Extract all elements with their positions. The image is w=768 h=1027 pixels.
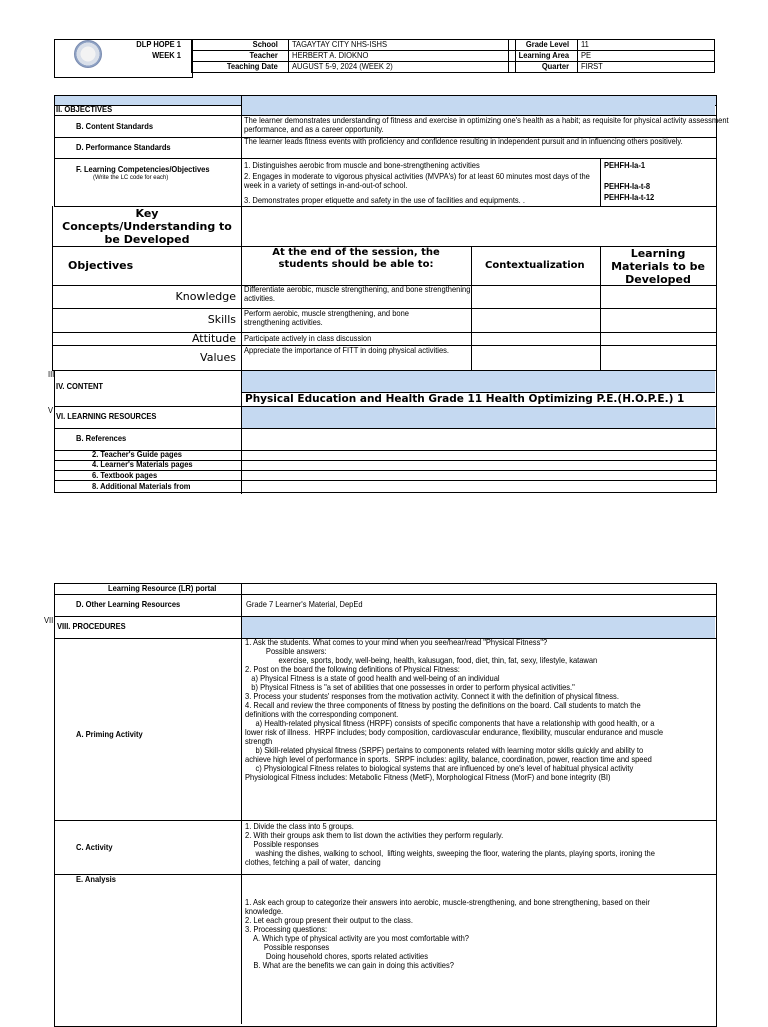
text-line: lower risk of illness. HRPF includes; body composition, cardiovascular endurance, flexibility, muscular endurance and muscle xyxy=(245,728,664,737)
text-line: 3. Processing questions: xyxy=(245,925,328,934)
text-line: knowledge. xyxy=(245,907,284,916)
ref-item: 4. Learner's Materials pages xyxy=(92,460,193,469)
learning-area-value: PE xyxy=(581,51,592,60)
procedures-label: VIII. PROCEDURES xyxy=(57,622,126,631)
knowledge-label: Knowledge xyxy=(175,290,236,303)
lc-item: 1. Distinguishes aerobic from muscle and bone-strengthening activities xyxy=(244,161,480,170)
text-line: B. What are the benefits we can gain in doing this activities? xyxy=(245,961,454,970)
text-line: clothes, fetching a pail of water, dancing xyxy=(245,858,381,867)
attitude-text: Participate actively in class discussion xyxy=(244,334,372,343)
analysis-text xyxy=(245,898,713,970)
content-label: IV. CONTENT xyxy=(56,382,104,391)
text-line: A. Which type of physical activity are you most comfortable with? xyxy=(245,934,469,943)
lc-code: PEHFH-Ia-1 xyxy=(604,161,646,170)
text-line: b) Skill-related physical fitness (SRPF) pertains to components related with learning motor skills quickly and ability to xyxy=(245,746,644,755)
lc-code: PEHFH-Ia-t-8 xyxy=(604,182,651,191)
col-end-of-session: At the end of the session, the students should be able to: xyxy=(272,247,440,270)
knowledge-text: Differentiate aerobic, muscle strengthening, and bone strengthening activities. xyxy=(244,285,471,303)
school-value: TAGAYTAY CITY NHS-ISHS xyxy=(292,40,388,49)
priming-activity-label: A. Priming Activity xyxy=(76,730,143,739)
text-line: 1. Divide the class into 5 groups. xyxy=(245,822,354,831)
teaching-date-value: AUGUST 5-9, 2024 (WEEK 2) xyxy=(292,62,393,71)
text-line: exercise, sports, body, well-being, health, kalusugan, food, diet, thin, fat, sexy, lifestyle, katawan xyxy=(245,656,598,665)
performance-standards-label: D. Performance Standards xyxy=(76,143,171,152)
learning-resources-label: VI. LEARNING RESOURCES xyxy=(56,412,157,421)
priming-activity-text xyxy=(245,638,713,782)
roman-marker: V xyxy=(48,406,54,415)
ref-item: 6. Textbook pages xyxy=(92,471,158,480)
text-line: a) Physical Fitness is a state of good health and well-being of an individual xyxy=(245,674,500,683)
references-label: B. References xyxy=(76,434,127,443)
text-line: Possible responses xyxy=(245,943,330,952)
col-objectives: Objectives xyxy=(68,259,134,272)
quarter-label: Quarter xyxy=(541,62,570,71)
text-line: Possible responses xyxy=(245,840,319,849)
content-standards-label: B. Content Standards xyxy=(76,122,154,131)
text-line: 2. Let each group present their output to the class. xyxy=(245,916,413,925)
header-left-table xyxy=(191,39,516,73)
content-standards-text: The learner demonstrates understanding of fitness and exercise in optimizing one's health as a habit; as requisite for physical activity assessment performance, and as a career opportunity. xyxy=(244,116,729,134)
teacher-value: HERBERT A. DIOKNO xyxy=(292,51,369,60)
quarter-value: FIRST xyxy=(581,62,603,71)
other-resources-label: D. Other Learning Resources xyxy=(76,600,181,609)
text-line: 2. With their groups ask them to list down the activities they perform regularly. xyxy=(245,831,504,840)
text-line: definitions with the corresponding component. xyxy=(245,710,399,719)
ref-item: 8. Additional Materials from xyxy=(92,482,191,491)
roman-marker: VII xyxy=(44,616,54,625)
text-line: achieve high level of performance in sports. SRPF includes: agility, balance, coordination, power, reaction time and speed xyxy=(245,755,652,764)
text-line: washing the dishes, walking to school, lifting weights, sweeping the floor, watering the plants, playing sports, ironing the xyxy=(245,849,655,858)
objectives-heading: II. OBJECTIVES xyxy=(56,105,113,114)
text-line: a) Health-related physical fitness (HRPF) consists of specific components that have a relationship with good health, or a xyxy=(245,719,655,728)
text-line: b) Physical Fitness is "a set of abilities that one possesses in order to perform physical activities." xyxy=(245,683,575,692)
grade-level-label: Grade Level xyxy=(525,40,570,49)
week-label: WEEK 1 xyxy=(152,51,181,60)
lr-portal-label: Learning Resource (LR) portal xyxy=(108,584,217,593)
grade-level-value: 11 xyxy=(581,40,589,49)
school-label: School xyxy=(252,40,278,49)
values-text: Appreciate the importance of FITT in doing physical activities. xyxy=(244,346,450,355)
skills-text: Perform aerobic, muscle strengthening, and bone strengthening activities. xyxy=(244,309,409,327)
text-line: 1. Ask the students. What comes to your mind when you see/hear/read "Physical Fitness"? xyxy=(245,638,548,647)
attitude-label: Attitude xyxy=(191,332,236,345)
text-line: c) Physiological Fitness relates to biological systems that are influenced by one's level of habitual physical activity xyxy=(245,764,634,773)
header-right-table xyxy=(508,39,715,73)
text-line: 4. Recall and review the three components of fitness by posting the definitions on the board. Call students to match the xyxy=(245,701,641,710)
skills-label: Skills xyxy=(207,313,236,326)
text-line: strength xyxy=(245,737,273,746)
dlp-title: DLP HOPE 1 xyxy=(136,40,181,49)
teacher-label: Teacher xyxy=(249,51,278,60)
roman-marker: III xyxy=(48,370,55,379)
text-line: 2. Post on the board the following definitions of Physical Fitness: xyxy=(245,665,460,674)
activity-text xyxy=(245,822,713,867)
lc-item: 2. Engages in moderate to vigorous physical activities (MVPA's) for at least 60 minutes most days of the week in a variety of settings in-and-out-of school. xyxy=(244,172,590,190)
text-line: 1. Ask each group to categorize their answers into aerobic, muscle-strengthening, and bone strengthening, based on their xyxy=(245,898,650,907)
activity-label: C. Activity xyxy=(76,843,113,852)
text-line: Possible answers: xyxy=(245,647,327,656)
text-line: Physiological Fitness includes: Metabolic Fitness (MetF), Morphological Fitness (MorF) and bone integrity (BI) xyxy=(245,773,611,782)
key-concepts-title: Key Concepts/Understanding to be Developed xyxy=(62,207,232,246)
analysis-label: E. Analysis xyxy=(76,875,116,884)
text-line: Doing household chores, sports related activities xyxy=(245,952,428,961)
lc-note: (Write the LC code for each) xyxy=(93,175,169,181)
ref-item: 2. Teacher's Guide pages xyxy=(92,450,182,459)
values-label: Values xyxy=(200,351,236,364)
learning-area-label: Learning Area xyxy=(518,51,570,60)
col-learning-materials: Learning Materials to be Developed xyxy=(611,247,705,286)
performance-standards-text: The learner leads fitness events with proficiency and confidence resulting in independent pursuit and in influencing others positively. xyxy=(244,137,683,146)
teaching-date-label: Teaching Date xyxy=(226,62,278,71)
lc-label: F. Learning Competencies/Objectives xyxy=(76,165,210,174)
lc-item: 3. Demonstrates proper etiquette and safety in the use of facilities and equipments. . xyxy=(244,196,525,205)
lc-code: PEHFH-Ia-t-12 xyxy=(604,193,655,202)
other-resources-text: Grade 7 Learner's Material, DepEd xyxy=(246,600,363,609)
content-title: Physical Education and Health Grade 11 Health Optimizing P.E.(H.O.P.E.) 1 xyxy=(245,393,685,405)
text-line: 3. Process your students' responses from the motivation activity. Connect it with the definition of physical fitness. xyxy=(245,692,619,701)
col-contextualization: Contextualization xyxy=(485,260,585,271)
